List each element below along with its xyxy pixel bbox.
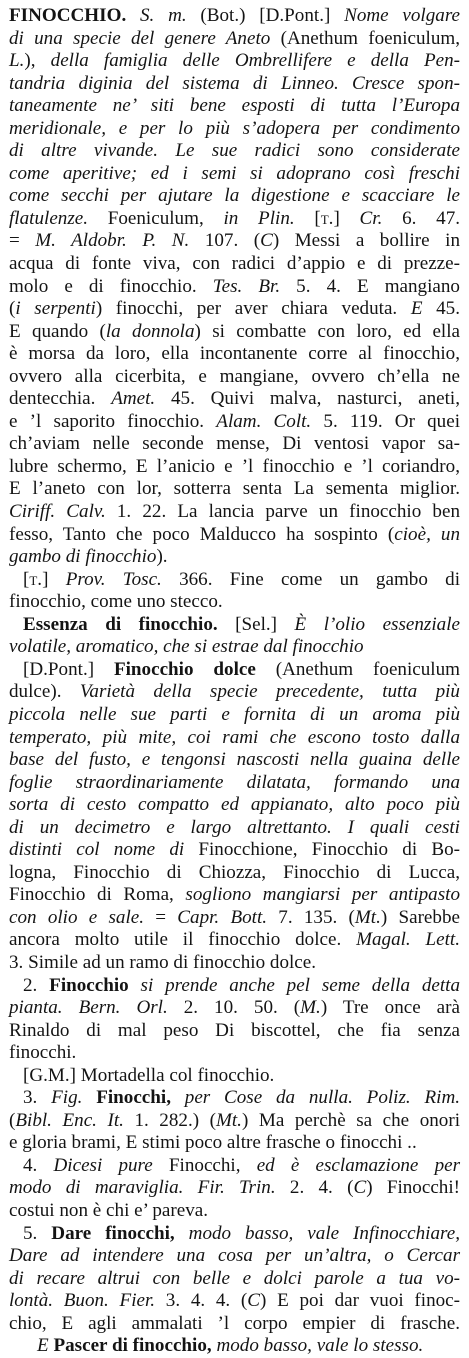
entry-line: [G.M.] Mortadella col finocchio. — [23, 1064, 275, 1086]
entry-line: di altre vivande. Le sue radici sono considerate — [9, 140, 460, 162]
entry-line: di recare altrui con belle e dolci parole a tua vo- — [9, 1267, 460, 1289]
entry-line: logna, Finocchio di Chiozza, Finocchio di Lucca, — [9, 861, 460, 883]
entry-line: pianta. Bern. Orl. 2. 10. 50. (M.) Tre once arà — [9, 997, 460, 1019]
entry-line: 3. Simile ad un ramo di finocchio dolce. — [9, 951, 317, 973]
entry-line: foglie straordinariamente dilatata, formando una — [9, 771, 460, 793]
entry-line: E Pascer di finocchio, modo basso, vale lo stesso. — [37, 1335, 424, 1357]
entry-line: taneamente ne’ siti bene esposti di tutta l’Europa — [9, 95, 460, 117]
entry-line: gambo di finocchio). — [9, 546, 168, 568]
entry-line: volatile, aromatico, che si estrae dal finocchio — [9, 636, 364, 658]
entry-line: Finocchio di Roma, sogliono mangiarsi per antipasto — [9, 884, 460, 906]
entry-line: 3. Fig. Finocchi, per Cose da nulla. Poliz. Rim. — [23, 1087, 461, 1109]
entry-line: finocchi. — [9, 1042, 77, 1064]
dictionary-entry-finocchio — [9, 5, 460, 1358]
entry-line: [D.Pont.] Finocchio dolce (Anethum foeniculum — [23, 658, 461, 680]
entry-line: dulce). Varietà della specie precedente, tutta più — [9, 681, 460, 703]
entry-line: ancora molto utile il finocchio dolce. Magal. Lett. — [9, 929, 460, 951]
entry-line: di un decimetro e largo altrettanto. I quali cesti — [9, 816, 460, 838]
entry-line: meridionale, e per lo più s’adopera per condimento — [9, 117, 460, 139]
entry-line: e gloria brami, E stimi poco altre frasche o finocchi .. — [9, 1132, 417, 1154]
entry-line: E quando (la donnola) si combatte con loro, ed ella — [9, 320, 461, 342]
entry-line: come aperitive; ed i semi si adoprano così freschi — [9, 162, 460, 184]
entry-line: Rinaldo di mal peso Di biscottel, che fia senza — [9, 1019, 460, 1041]
entry-line: acqua di fonte viva, con radici d’appio e di prezze- — [9, 253, 460, 275]
entry-line: costui non è chi e’ pareva. — [9, 1199, 208, 1221]
entry-line: L.), della famiglia delle Ombrellifere e della Pen- — [9, 50, 461, 72]
entry-line: modo di maraviglia. Fir. Trin. 2. 4. (C) Finocchi! — [9, 1177, 461, 1199]
entry-line: ovvero alla cicerbita, e mangiane, ovvero ch’ella ne — [9, 365, 460, 387]
entry-line: E l’aneto con lor, sotterra senta La sementa miglior. — [9, 478, 460, 500]
entry-line: [t.] Prov. Tosc. 366. Fine come un gambo di — [23, 568, 460, 590]
entry-line: lontà. Buon. Fier. 3. 4. 4. (C) E poi dar vuoi finoc- — [9, 1290, 460, 1312]
entry-line: 4. Dicesi pure Finocchi, ed è esclamazione per — [23, 1154, 461, 1176]
entry-line: flatulenze. Foeniculum, in Plin. [t.] Cr. 6. 47. — [9, 207, 461, 229]
entry-line: (i serpenti) finocchi, per aver chiara veduta. E 45. — [9, 298, 460, 320]
entry-line: chio, E agli ammalati ’l corpo empier di frasche. — [9, 1312, 460, 1334]
entry-line: di una specie del genere Aneto (Anethum foeniculum, — [9, 27, 460, 49]
entry-line: molo e di finocchio. Tes. Br. 5. 4. E mangiano — [9, 275, 460, 297]
entry-line: temperato, più mite, coi rami che escono tosto dalla — [9, 726, 460, 748]
entry-line: lubre schermo, E l’anicio e ’l finocchio e ’l coriandro, — [9, 455, 460, 477]
entry-line: Essenza di finocchio. [Sel.] È l’olio essenziale — [23, 613, 460, 635]
entry-line: con olio e sale. = Capr. Bott. 7. 135. (Mt.) Sarebbe — [9, 906, 460, 928]
entry-line: Ciriff. Calv. 1. 22. La lancia parve un finocchio ben — [9, 501, 460, 523]
entry-line: = M. Aldobr. P. N. 107. (C) Messi a bollire in — [9, 230, 460, 252]
entry-line: dentecchia. Amet. 45. Quivi malva, nasturci, aneti, — [9, 388, 461, 410]
entry-line: come secchi per ajutare la digestione e scacciare le — [9, 185, 460, 207]
entry-line: sorta di cesto compatto ed appianato, alto poco più — [9, 794, 460, 816]
entry-line: 2. Finocchio si prende anche pel seme della detta — [23, 974, 460, 996]
entry-line: fesso, Tanto che poco Malducco ha sospinto (cioè, un — [9, 523, 460, 545]
entry-line: finocchio, come uno stecco. — [9, 591, 223, 613]
entry-line: piccola nelle sue parti e fornita di un aroma più — [9, 703, 460, 725]
entry-line: tandria diginia del sistema di Linneo. Cresce spon- — [9, 72, 460, 94]
entry-line: distinti col nome di Finocchione, Finocchio di Bo- — [9, 839, 460, 861]
entry-line: Dare ad intendere una cosa per un’altra, o Cercar — [9, 1245, 460, 1267]
entry-line: e ’l saporito finocchio. Alam. Colt. 5. 119. Or quei — [9, 410, 461, 432]
entry-line: 5. Dare finocchi, modo basso, vale Infinocchiare, — [23, 1222, 460, 1244]
entry-line: FINOCCHIO. S. m. (Bot.) [D.Pont.] Nome volgare — [9, 5, 461, 26]
entry-line: base del fusto, e tengonsi nascosti nella guaina delle — [9, 749, 460, 771]
entry-line: ch’aviam nelle seconde mense, Di ventosi vapor sa- — [9, 433, 460, 455]
entry-line: (Bibl. Enc. It. 1. 282.) (Mt.) Ma perchè sa che onori — [9, 1109, 460, 1131]
entry-line: è morsa da loro, ella incontanente corre al finocchio, — [9, 343, 460, 365]
